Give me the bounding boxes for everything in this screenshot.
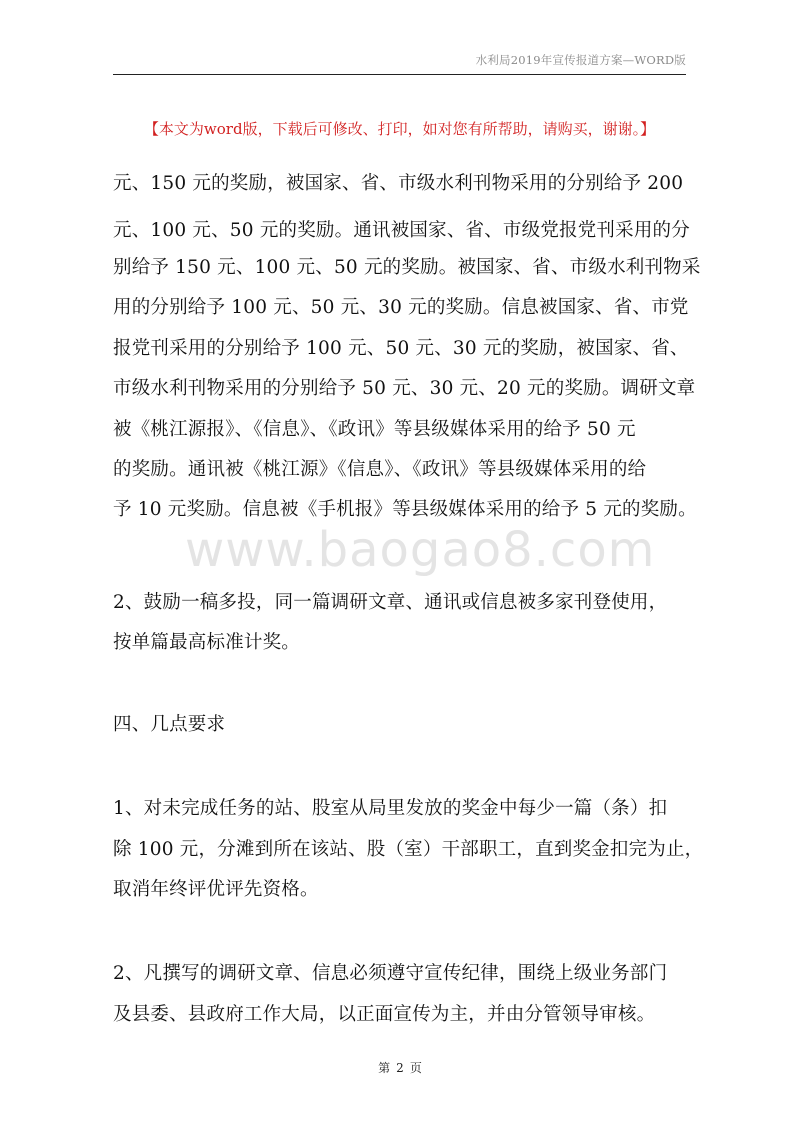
paragraph-line: 用的分别给予 100 元、50 元、30 元的奖励。信息被国家、省、市党 <box>113 297 689 318</box>
header-divider <box>113 74 686 75</box>
purchase-notice: 【本文为word版，下载后可修改、打印，如对您有所帮助，请购买，谢谢。】 <box>143 120 656 138</box>
paragraph-line: 及县委、县政府工作大局，以正面宣传为主，并由分管领导审核。 <box>113 1004 656 1025</box>
paragraph-line: 元、100 元、50 元的奖励。通讯被国家、省、市级党报党刊采用的分 <box>113 220 690 241</box>
paragraph-line: 1、对未完成任务的站、股室从局里发放的奖金中每少一篇（条）扣 <box>113 798 668 819</box>
paragraph-line: 被《桃江源报》、《信息》、《政讯》等县级媒体采用的给予 50 元 <box>113 419 636 440</box>
site-watermark: www.baogao8.com <box>185 522 656 578</box>
page-footer <box>0 1059 800 1076</box>
paragraph-line: 2、鼓励一稿多投，同一篇调研文章、通讯或信息被多家刊登使用， <box>113 592 668 613</box>
paragraph-line: 别给予 150 元、100 元、50 元的奖励。被国家、省、市级水利刊物采 <box>113 257 701 278</box>
paragraph-line: 元、150 元的奖励，被国家、省、市级水利刊物采用的分别给予 200 <box>113 173 684 194</box>
running-header: 水利局2019年宣传报道方案—WORD版 <box>475 53 686 67</box>
paragraph-line: 市级水利刊物采用的分别给予 50 元、30 元、20 元的奖励。调研文章 <box>113 378 696 399</box>
paragraph-line: 的奖励。通讯被《桃江源》《信息》、《政讯》等县级媒体采用的给 <box>113 459 647 480</box>
page-suffix: 页 <box>409 1061 422 1075</box>
paragraph-line: 按单篇最高标准计奖。 <box>113 632 301 653</box>
page-prefix: 第 <box>378 1061 391 1075</box>
paragraph-line: 报党刊采用的分别给予 100 元、50 元、30 元的奖励，被国家、省、 <box>113 338 689 359</box>
section-heading: 四、几点要求 <box>113 714 226 735</box>
paragraph-line: 予 10 元奖励。信息被《手机报》等县级媒体采用的给予 5 元的奖励。 <box>113 499 697 520</box>
page-number: 2 <box>396 1061 404 1075</box>
paragraph-line: 除 100 元，分滩到所在该站、股（室）干部职工，直到奖金扣完为止， <box>113 839 704 860</box>
paragraph-line: 取消年终评优评先资格。 <box>113 879 319 900</box>
paragraph-line: 2、凡撰写的调研文章、信息必须遵守宣传纪律，围绕上级业务部门 <box>113 963 668 984</box>
